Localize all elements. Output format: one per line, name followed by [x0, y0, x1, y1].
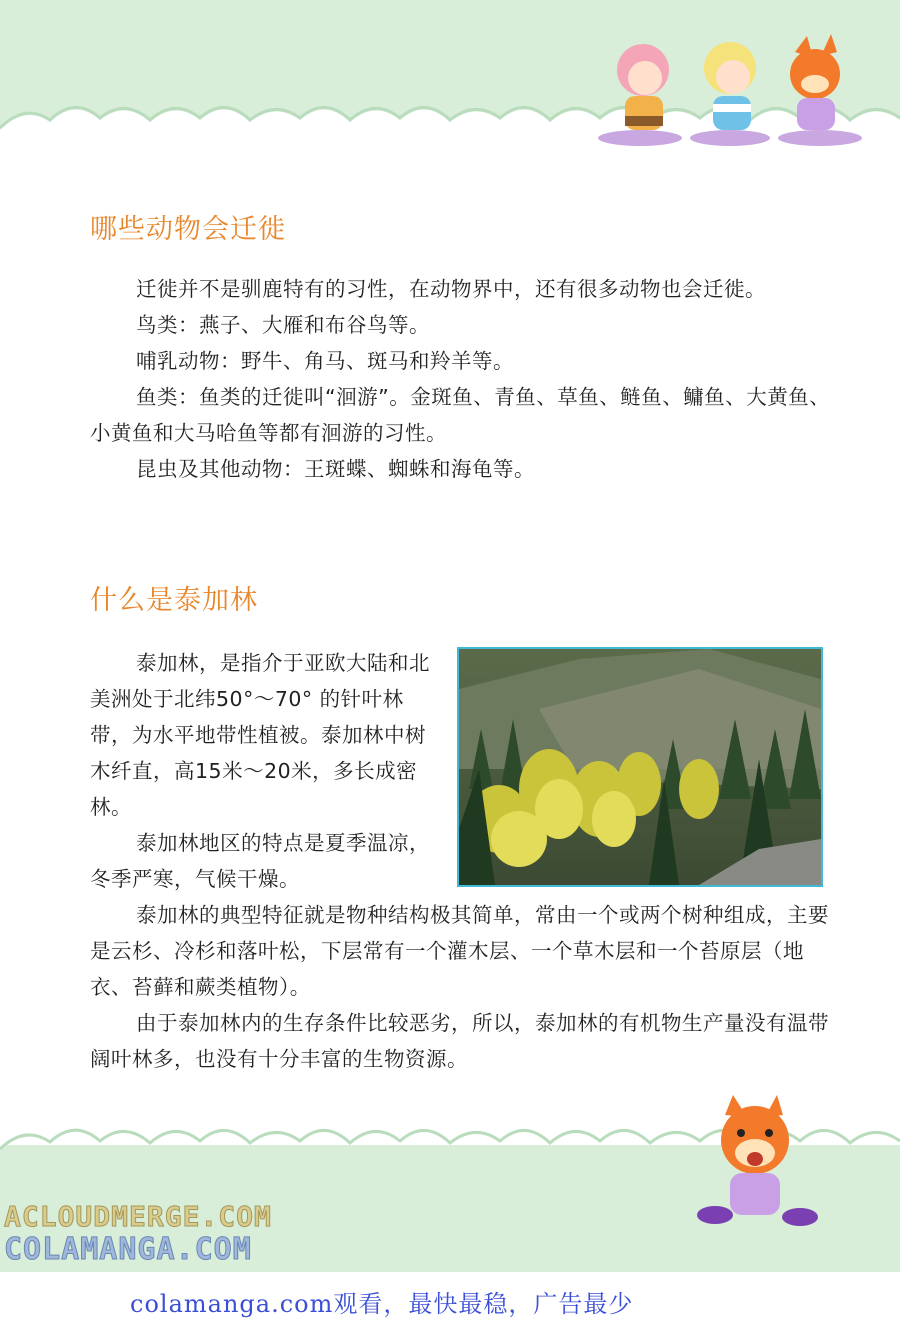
paragraph: 泰加林，是指介于亚欧大陆和北美洲处于北纬50°～70° 的针叶林带，为水平地带性植被。泰加林中树木纤直，高15米～20米，多长成密林。 — [90, 651, 430, 819]
cartoon-fox-bottom — [685, 1095, 835, 1235]
section-body-migration — [90, 271, 840, 487]
paragraph: 迁徙并不是驯鹿特有的习性，在动物界中，还有很多动物也会迁徙。 — [136, 277, 766, 301]
section-body-taiga-wrapped — [90, 645, 442, 897]
watermark-colamanga: COLAMANGA.COM — [4, 1232, 252, 1267]
watermark-acloudmerge: ACLOUDMERGE.COM — [4, 1200, 272, 1233]
paragraph: 泰加林的典型特征就是物种结构极其简单，常由一个或两个树种组成，主要是云杉、冷杉和落叶松，下层常有一个灌木层、一个草木层和一个苔原层（地衣、苔藓和蕨类植物）。 — [90, 903, 829, 999]
paragraph: 泰加林地区的特点是夏季温凉，冬季严寒，气候干燥。 — [90, 831, 430, 891]
paragraph: 哺乳动物：野牛、角马、斑马和羚羊等。 — [136, 349, 514, 373]
footer-promo-link[interactable]: colamanga.com观看，最快最稳，广告最少 — [130, 1290, 634, 1318]
section-title-taiga: 什么是泰加林 — [90, 585, 258, 616]
paragraph: 昆虫及其他动物：王斑蝶、蜘蛛和海龟等。 — [136, 457, 535, 481]
paragraph: 由于泰加林内的生存条件比较恶劣，所以，泰加林的有机物生产量没有温带阔叶林多，也没有十分丰富的生物资源。 — [90, 1011, 829, 1071]
taiga-forest-photo — [457, 647, 823, 887]
cartoon-characters-top — [595, 30, 865, 150]
taiga-forest-illustration — [459, 649, 821, 885]
paragraph: 鱼类：鱼类的迁徙叫“洄游”。金斑鱼、青鱼、草鱼、鲢鱼、鳙鱼、大黄鱼、小黄鱼和大马哈鱼等都有洄游的习性。 — [90, 385, 831, 445]
section-body-taiga-full — [90, 897, 840, 1077]
section-title-migration: 哪些动物会迁徙 — [90, 214, 286, 245]
paragraph: 鸟类：燕子、大雁和布谷鸟等。 — [136, 313, 430, 337]
